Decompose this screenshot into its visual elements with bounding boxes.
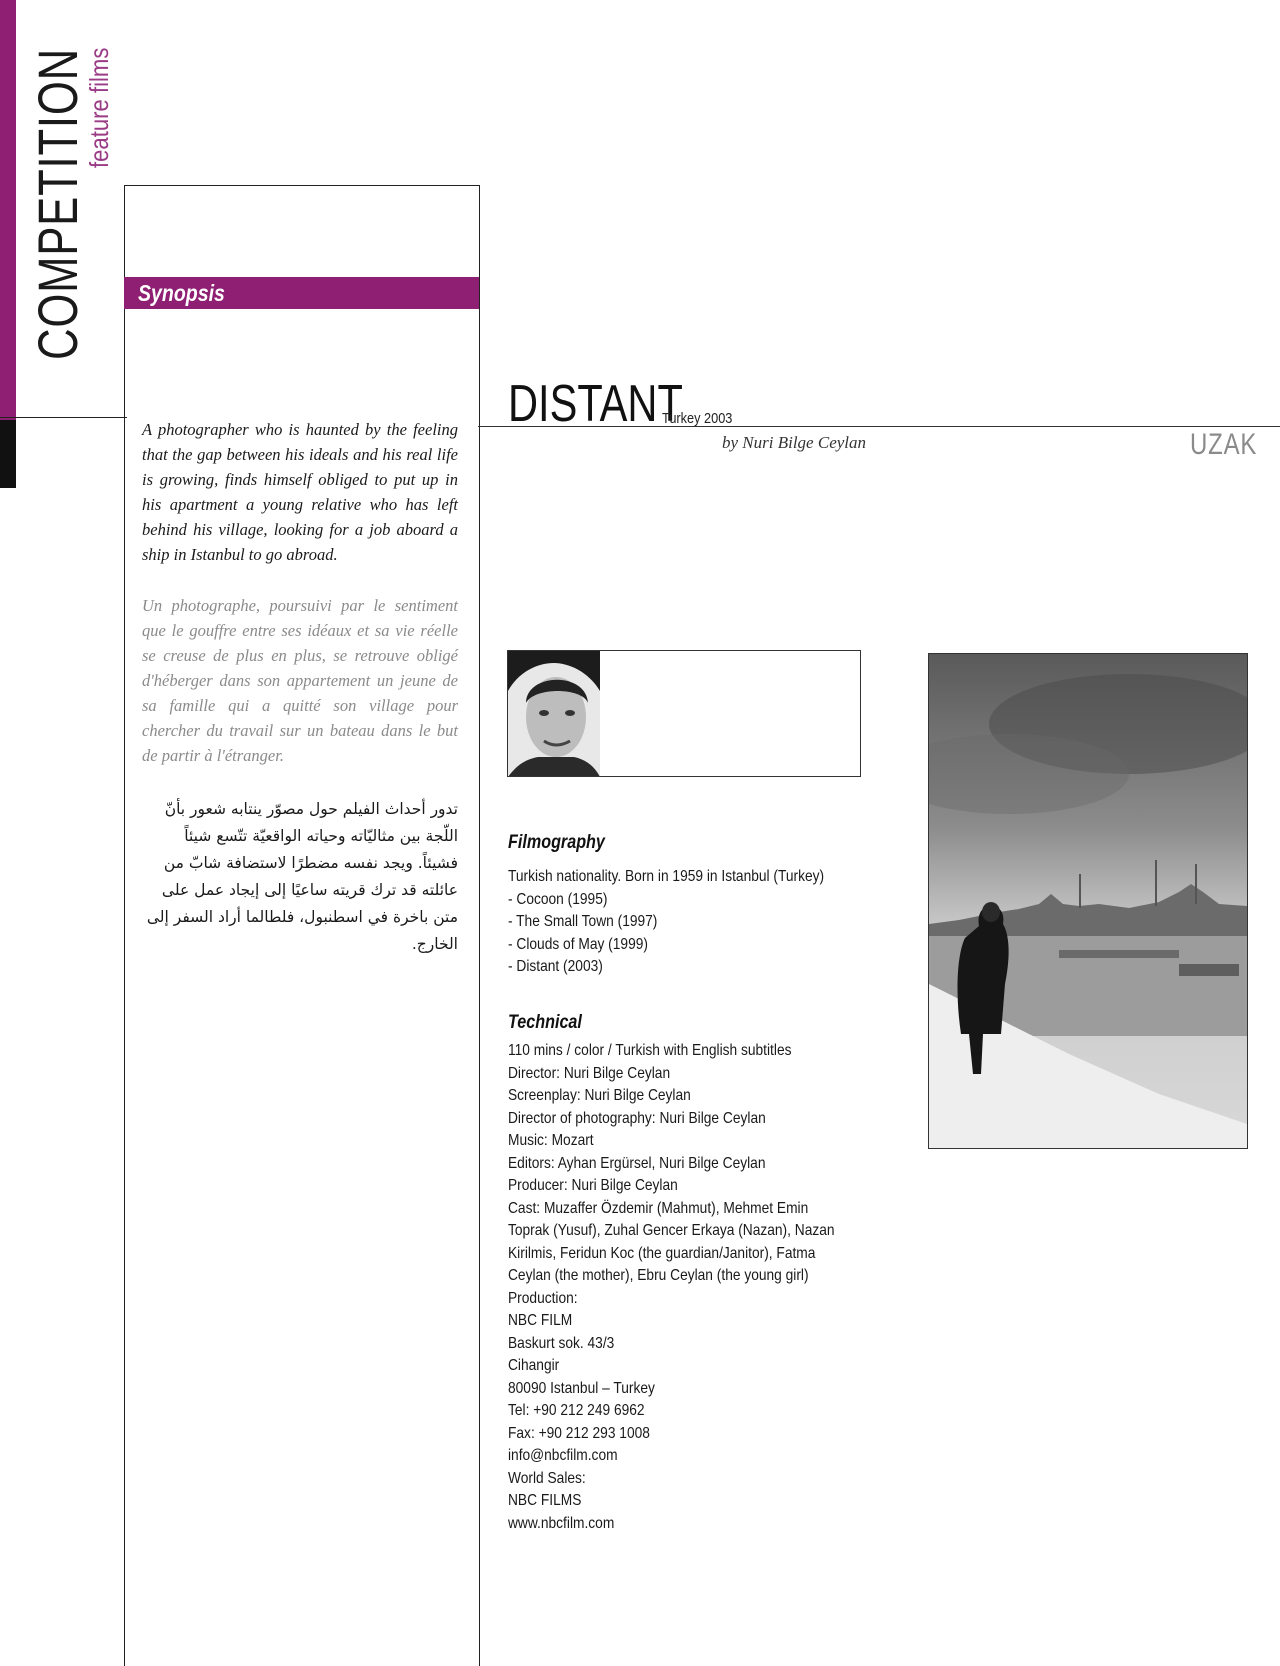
film-still (928, 653, 1248, 1149)
technical-line: Kirilmis, Feridun Koc (the guardian/Janitor), Fatma (508, 1244, 816, 1262)
technical-line: NBC FILM (508, 1312, 573, 1329)
film-director: by Nuri Bilge Ceylan (722, 433, 867, 452)
technical-line: Baskurt sok. 43/3 (508, 1334, 615, 1352)
film-country-year: Turkey 2003 (662, 410, 733, 427)
technical-list (508, 1040, 928, 1535)
technical-line: info@nbcfilm.com (508, 1447, 618, 1464)
director-portrait-box (507, 650, 861, 777)
filmography-list (508, 866, 928, 979)
section-black-bar (0, 420, 16, 488)
filmography-line: - Cocoon (1995) (508, 890, 608, 908)
technical-line: Cihangir (508, 1357, 560, 1374)
filmography-heading: Filmography (508, 832, 605, 853)
technical-line: Cast: Muzaffer Özdemir (Mahmut), Mehmet Emin (508, 1199, 809, 1217)
technical-line: Tel: +90 212 249 6962 (508, 1402, 645, 1419)
divider-line (0, 417, 127, 418)
technical-line: Production: (508, 1289, 578, 1307)
technical-line: Screenplay: Nuri Bilge Ceylan (508, 1087, 691, 1104)
filmography-line: Turkish nationality. Born in 1959 in Istanbul (Turkey) (508, 868, 825, 885)
technical-line: Producer: Nuri Bilge Ceylan (508, 1177, 678, 1194)
director-portrait (508, 651, 600, 777)
technical-line: 80090 Istanbul – Turkey (508, 1379, 655, 1397)
technical-line: Editors: Ayhan Ergürsel, Nuri Bilge Ceylan (508, 1154, 766, 1172)
film-still-image (929, 654, 1247, 1148)
synopsis-arabic: تدور أحداث الفيلم حول مصوّر ينتابه شعور بأنّ اللّجة بين مثاليّاته وحياته الواقعيّة تتّسع شيئاً فشيئاً. ويجد نفسه مضطرًا لاستضافة شابّ من عائلته قد ترك قريته ساعيًا إلى إيجاد عمل على متن باخرة في اسطنبول، فلطالما أراد السفر إلى الخارج. (146, 800, 458, 953)
technical-line: Fax: +90 212 293 1008 (508, 1424, 650, 1442)
technical-line: Director of photography: Nuri Bilge Ceylan (508, 1109, 766, 1127)
section-color-bar (0, 0, 16, 420)
technical-heading: Technical (508, 1012, 582, 1033)
section-title: COMPETITION (26, 48, 89, 360)
filmography-line: - Clouds of May (1999) (508, 935, 648, 953)
synopsis-english: A photographer who is haunted by the feeling that the gap between his ideals and his real life is growing, finds himself obliged to put up in his apartment a young relative who has left behind his village, looking for a job aboard a ship in Istanbul to go abroad. (142, 420, 458, 564)
original-title: UZAK (1190, 428, 1258, 461)
technical-line: World Sales: (508, 1469, 586, 1487)
technical-line: www.nbcfilm.com (508, 1514, 615, 1532)
section-subtitle: feature films (84, 47, 114, 168)
technical-line: Director: Nuri Bilge Ceylan (508, 1064, 671, 1082)
film-title: DISTANT (508, 375, 683, 433)
technical-line: Ceylan (the mother), Ebru Ceylan (the young girl) (508, 1267, 809, 1284)
synopsis-heading: Synopsis (138, 280, 225, 306)
filmography-line: - Distant (2003) (508, 958, 603, 975)
technical-line: 110 mins / color / Turkish with English subtitles (508, 1042, 792, 1059)
technical-line: Toprak (Yusuf), Zuhal Gencer Erkaya (Nazan), Nazan (508, 1222, 835, 1239)
technical-line: Music: Mozart (508, 1132, 594, 1149)
filmography-line: - The Small Town (1997) (508, 913, 658, 930)
synopsis-french: Un photographe, poursuivi par le sentiment que le gouffre entre ses idéaux et sa vie réelle se creuse de plus en plus, se retrouve obligé d'héberger dans son appartement un jeune de sa famille qui a quitté son village pour chercher du travail sur un bateau dans le but de partir à l'étranger. (142, 596, 458, 765)
technical-line: NBC FILMS (508, 1492, 582, 1509)
